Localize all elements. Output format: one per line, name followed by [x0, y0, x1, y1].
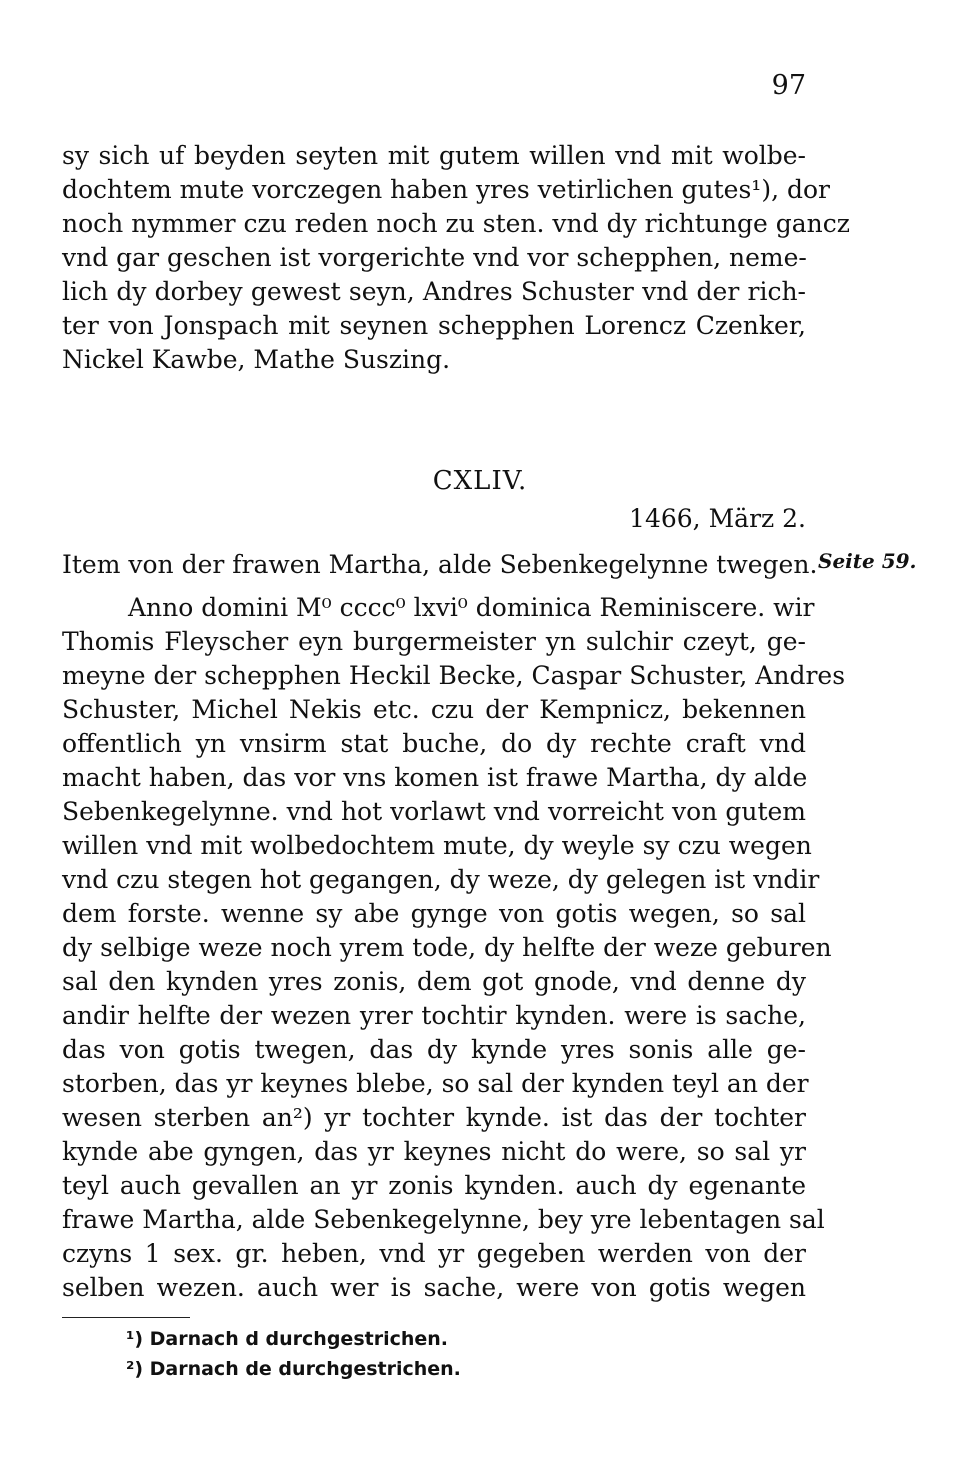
item-title: Item von der frawen Martha, alde Sebenkegelynne twegen. [62, 550, 818, 579]
page-number: 97 [771, 70, 806, 101]
margin-note: Seite 59. [818, 549, 917, 573]
footnote-2: ²) Darnach de durchgestrichen. [126, 1358, 461, 1380]
text-line: dem forste. wenne sy abe gynge von gotis wegen, so sal [62, 899, 806, 928]
text-line: kynde abe gyngen, das yr keynes nicht do were, so sal yr [62, 1137, 806, 1166]
text-line: macht haben, das vor vns komen ist frawe Martha, dy alde [62, 763, 808, 792]
text-line: das von gotis twegen, das dy kynde yres sonis alle ge- [62, 1035, 806, 1064]
text-line: selben wezen. auch wer is sache, were von gotis wegen [62, 1273, 806, 1302]
text-line: noch nymmer czu reden noch zu sten. vnd dy richtunge gancz [62, 209, 850, 238]
text-line: offentlich yn vnsirm stat buche, do dy rechte craft vnd [62, 729, 806, 758]
section-heading: CXLIV. [432, 466, 528, 496]
text-line: teyl auch gevallen an yr zonis kynden. auch dy egenante [62, 1171, 806, 1200]
section-date: 1466, März 2. [629, 504, 806, 533]
footnote-1: ¹) Darnach d durchgestrichen. [126, 1328, 449, 1350]
text-line: willen vnd mit wolbedochtem mute, dy weyle sy czu wegen [62, 831, 812, 860]
text-line: Schuster, Michel Nekis etc. czu der Kempnicz, bekennen [62, 695, 806, 724]
text-line: Anno domini M⁰ cccc⁰ lxvi⁰ dominica Reminiscere. wir [128, 593, 815, 622]
text-line: meyne der schepphen Heckil Becke, Caspar Schuster, Andres [62, 661, 846, 690]
text-line: Thomis Fleyscher eyn burgermeister yn sulchir czeyt, ge- [62, 627, 806, 656]
text-line: dochtem mute vorczegen haben yres vetirlichen gutes¹), dor [62, 175, 830, 204]
text-line: Sebenkegelynne. vnd hot vorlawt vnd vorreicht von gutem [62, 797, 806, 826]
text-line: dy selbige weze noch yrem tode, dy helfte der weze geburen [62, 933, 832, 962]
text-line: vnd czu stegen hot gegangen, dy weze, dy gelegen ist vndir [62, 865, 820, 894]
text-line: storben, das yr keynes blebe, so sal der kynden teyl an der [62, 1069, 809, 1098]
text-line: ter von Jonspach mit seynen schepphen Lorencz Czenker, [62, 311, 806, 340]
text-line: frawe Martha, alde Sebenkegelynne, bey yre lebentagen sal [62, 1205, 825, 1234]
text-line: lich dy dorbey gewest seyn, Andres Schuster vnd der rich- [62, 277, 806, 306]
text-line: andir helfte der wezen yrer tochtir kynden. were is sache, [62, 1001, 806, 1030]
text-line: Nickel Kawbe, Mathe Suszing. [62, 345, 451, 374]
footnote-rule [62, 1317, 190, 1318]
text-line: vnd gar geschen ist vorgerichte vnd vor schepphen, neme- [62, 243, 807, 272]
text-line: sal den kynden yres zonis, dem got gnode, vnd denne dy [62, 967, 806, 996]
text-line: czyns 1 sex. gr. heben, vnd yr gegeben werden von der [62, 1239, 806, 1268]
text-line: sy sich uf beyden seyten mit gutem willen vnd mit wolbe- [62, 141, 806, 170]
text-line: wesen sterben an²) yr tochter kynde. ist das der tochter [62, 1103, 806, 1132]
